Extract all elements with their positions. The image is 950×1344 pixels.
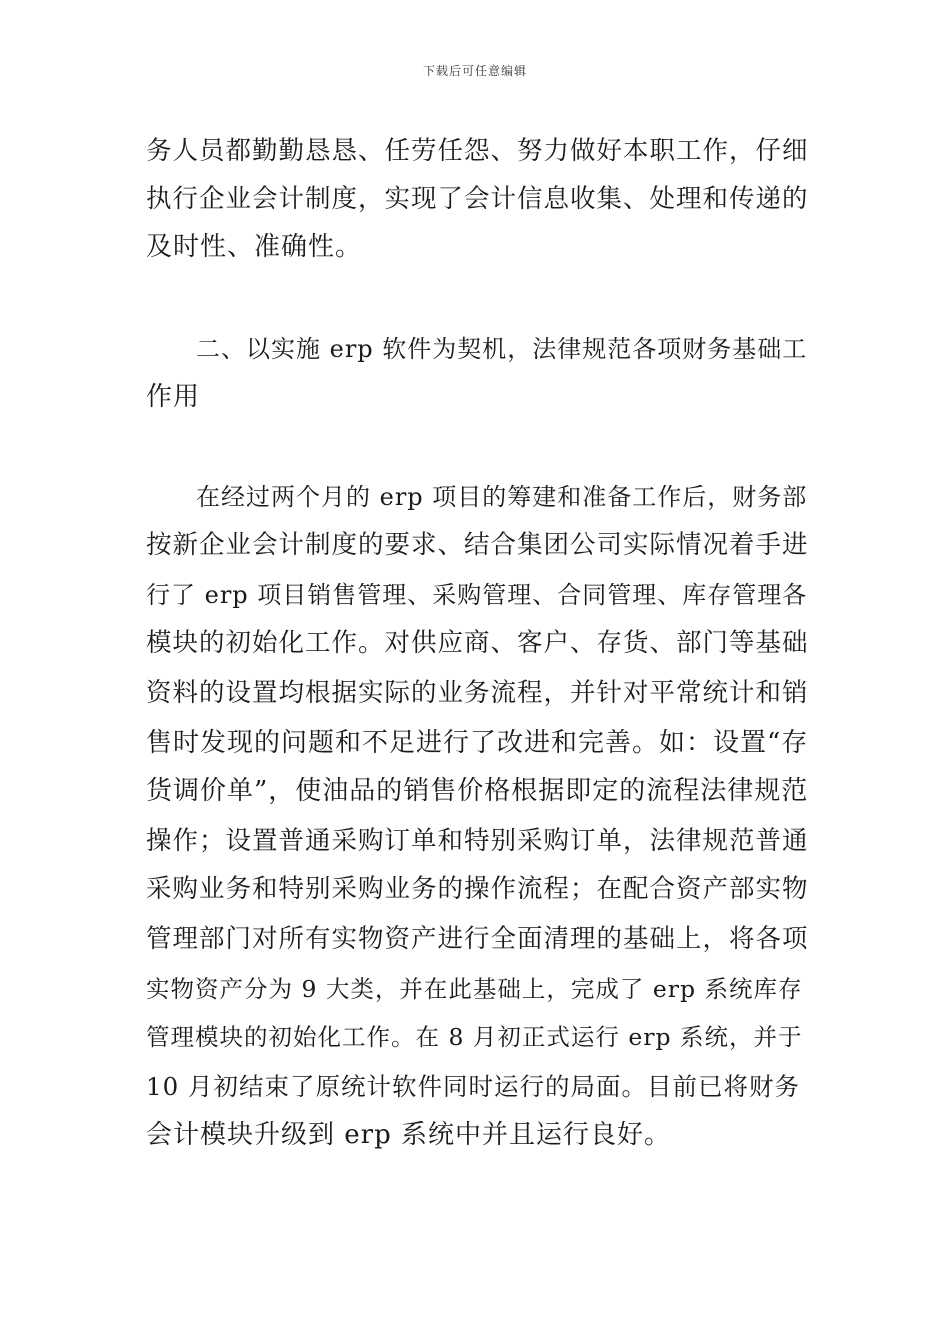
heading2-line-1: 二、以实施 erp 软件为契机，法律规范各项财务基础工	[196, 335, 808, 363]
para3-line-13: 10 月初结束了原统计软件同时运行的局面。目前已将财务	[146, 1072, 800, 1101]
para3-line-7: 货调价单”，使油品的销售价格根据即定的流程法律规范	[146, 776, 809, 806]
para3-line-2: 按新企业会计制度的要求、结合集团公司实际情况着手进	[146, 530, 809, 560]
para3-line-8: 操作；设置普通采购订单和特别采购订单，法律规范普通	[146, 826, 809, 856]
para3-line-14: 会计模块升级到 erp 系统中并且运行良好。	[146, 1120, 671, 1150]
heading2-line-2: 作用	[146, 382, 201, 412]
para3-line-4: 模块的初始化工作。对供应商、客户、存货、部门等基础	[146, 628, 809, 658]
para3-line-12: 管理模块的初始化工作。在 8 月初正式运行 erp 系统，并于	[146, 1023, 803, 1051]
para3-line-9: 采购业务和特别采购业务的操作流程；在配合资产部实物	[146, 874, 809, 904]
para3-line-5: 资料的设置均根据实际的业务流程，并针对平常统计和销	[146, 678, 809, 708]
para1-line-3: 及时性、准确性。	[146, 232, 363, 262]
header-note: 下载后可任意编辑	[422, 64, 527, 78]
para3-line-3: 行了 erp 项目销售管理、采购管理、合同管理、库存管理各	[146, 581, 808, 609]
para1-line-1: 务人员都勤勤恳恳、任劳任怨、努力做好本职工作，仔细	[146, 136, 809, 166]
para1-line-2: 执行企业会计制度，实现了会计信息收集、处理和传递的	[146, 184, 809, 214]
para3-line-10: 管理部门对所有实物资产进行全面清理的基础上，将各项	[146, 924, 809, 954]
para3-line-1: 在经过两个月的 erp 项目的筹建和准备工作后，财务部	[196, 483, 808, 511]
para3-line-11: 实物资产分为 9 大类，并在此基础上，完成了 erp 系统库存	[146, 975, 803, 1003]
para3-line-6: 售时发现的问题和不足进行了改进和完善。如：设置“存	[146, 728, 809, 758]
